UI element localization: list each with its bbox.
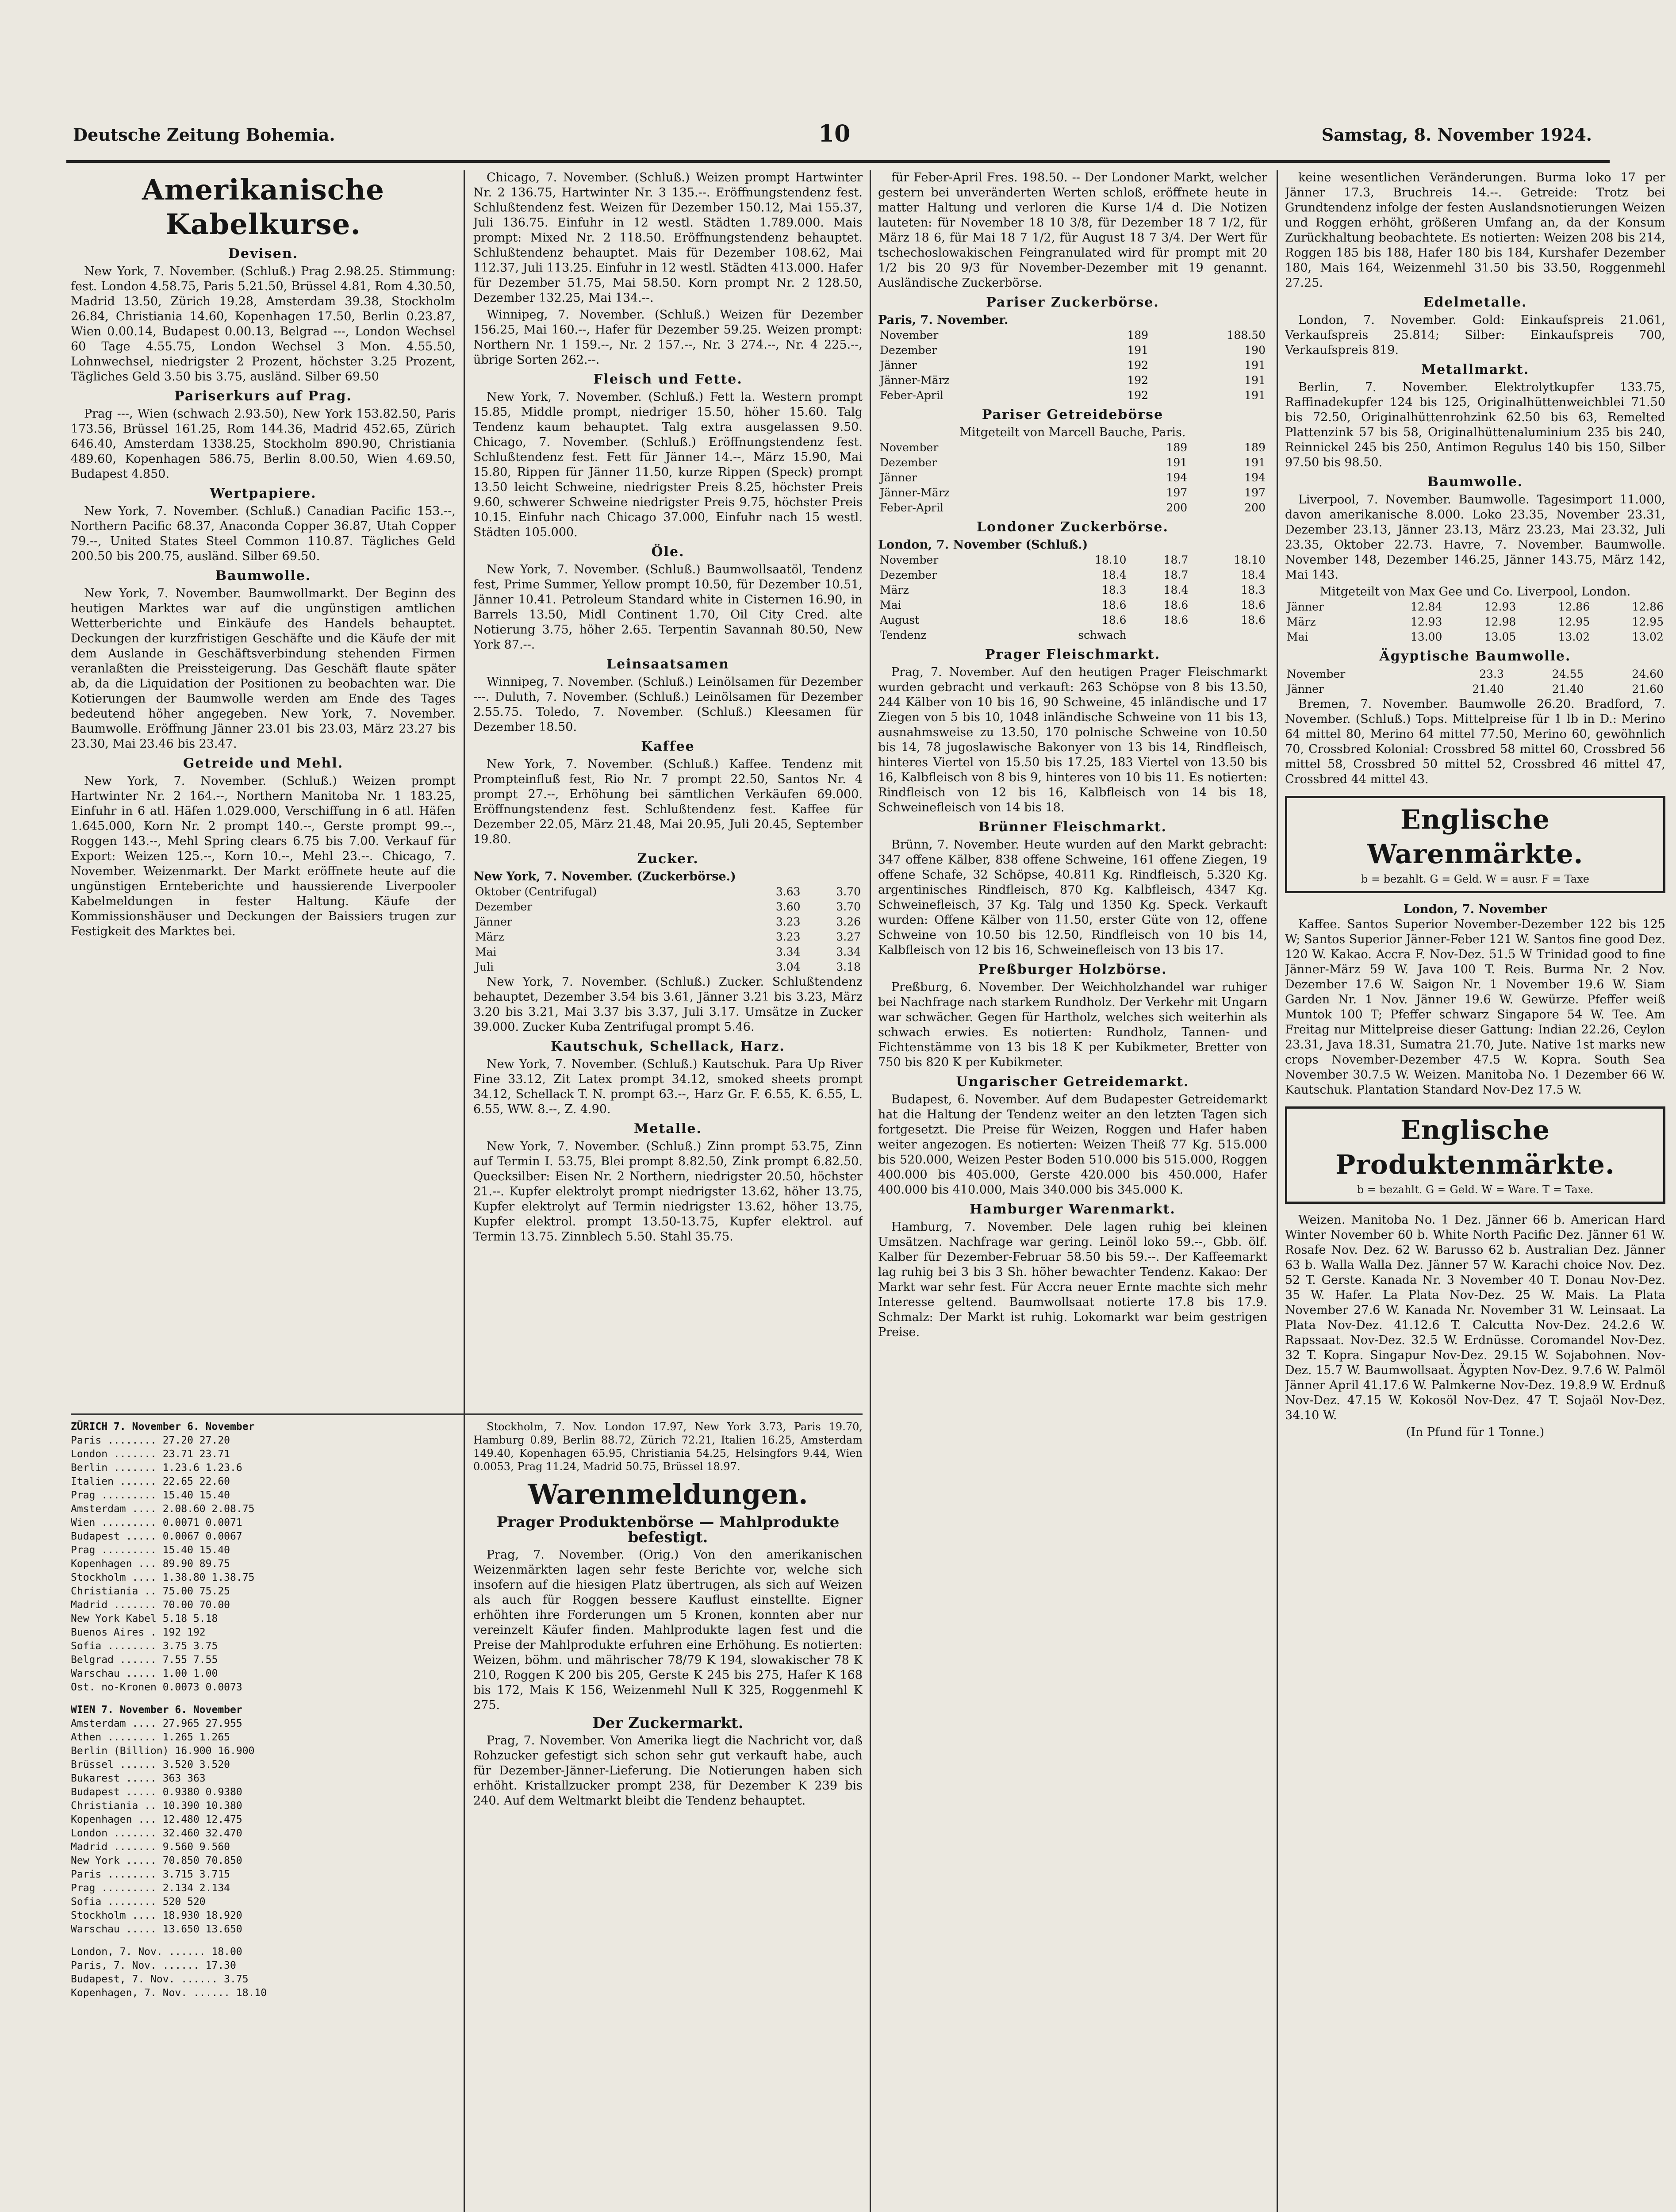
table-row: November 189 188.50 (880, 329, 1266, 342)
zurich-row: Paris ........ 27.20 27.20 (71, 1435, 230, 1446)
article-kaffee: New York, 7. November. (Schluß.) Kaffee. Tendenz mit Prompteinfluß fest, Rio Nr. 7 prompt 22.50, Santos Nr. 4 prompt 27.--, Erhöhung bei sämtlichen Verkäufen 69.000. Eröffnungstendenz fest. Schlußtendenz fest. Kaffee für Dezember 22.05, März 21.48, Mai 20.95, Juli 20.45, September 19.80. (473, 757, 863, 846)
subhead-zuckermarkt: Der Zuckermarkt. (592, 1714, 744, 1732)
article-engl-produkt: Weizen. Manitoba No. 1 Dez. Jänner 66 b. American Hard Winter November 60 b. White North Pacific Dez. Jänner 61 W. Rosafe Nov. Dez. 62 W. Barusso 62 b. Australian Dez. Jänner 63 b. Walla Walla Dez. Jänner 57 W. Karachi choice Nov. Dez. 52 T. Gerste. Kanada Nr. 3 November 40 T. Donau Nov-Dez. 35 W. Hafer. La Plata Nov-Dez. 25 W. Mais. La Plata November 27.6 W. Kanada Nr. November 31 W. Leinsaat. La Plata Nov-Dez. 41.12.6 T. Calcutta Nov-Dez. 24.2.6 W. Rapssaat. Nov-Dez. 32.5 W. Erdnüsse. Coromandel Nov-Dez. 32 T. Kopra. Singapur Nov-Dez. 29.15 W. Sojabohnen. Nov-Dez. 15.7 W. Baumwollsaat. Ägypten Nov-Dez. 9.7.6 W. Palmöl Jänner April 41.17.6 W. Palmkerne Nov-Dez. 19.8.9 W. Erdnuß Nov-Dez. 47.15 W. Kokosöl Nov-Dez. 47 T. Sojaöl Nov-Dez. 34.10 W. (1285, 1213, 1665, 1422)
article-wertpapiere: New York, 7. November. (Schluß.) Canadian Pacific 153.--, Northern Pacific 68.37, Anaconda Copper 36.87, Utah Copper 79.--, United States Steel Common 110.87. Tägliches Geld 200.50 bis 200.75, ausländ. Silber 69.50. (71, 504, 456, 563)
section-title-engl-produkt: Englische Produktenmärkte. (1335, 1115, 1615, 1180)
wien-row: Prag ......... 2.134 2.134 (71, 1882, 230, 1894)
pariser-getreide-sub: Mitgeteilt von Marcell Bauche, Paris. (959, 426, 1186, 439)
subhead-oele: Öle. (651, 544, 685, 560)
article-paris: Prag ---, Wien (schwach 2.93.50), New York 153.82.50, Paris 173.56, Brüssel 161.25, Rom 144.36, Madrid 452.65, Zürich 646.40, Amsterdam 1338.25, Stockholm 890.90, Christiania 489.60, Kopenhagen 586.75, Berlin 8.00.50, Wien 4.69.50, Budapest 4.850. (71, 407, 456, 481)
subhead-londoner-zucker: Londoner Zuckerbörse. (977, 519, 1169, 535)
article-devisen: New York, 7. November. (Schluß.) Prag 2.98.25. Stimmung: fest. London 4.58.75, Paris 5.21.50, Brüssel 4.81, Rom 4.30.50, Madrid 13.50, Zürich 19.28, Amsterdam 39.38, Stockholm 26.84, Christiania 14.60, Kopenhagen 17.50, Berlin 0.23.87, Wien 0.00.14, Budapest 0.00.13, Belgrad ---, London Wechsel 60 Tage 4.55.75, London Wechsel 3 Mon. 4.55.50, Lohnwechsel, niedrigster 2 Prozent, höchster 3.25 Prozent, Tägliches Geld 3.50 bis 3.75, ausländ. Silber 69.50 (71, 265, 456, 384)
table-row: Feber-April 200 200 (880, 501, 1266, 514)
column-rule (870, 170, 871, 2212)
table-row: Mai 18.6 18.6 18.6 (880, 599, 1266, 611)
table-row: Tendenz schwach (880, 629, 1127, 641)
table-row: März 18.3 18.4 18.3 (880, 584, 1266, 596)
subhead-getreide: Getreide und Mehl. (183, 756, 344, 771)
subhead-wertpapiere: Wertpapiere. (210, 486, 317, 501)
article-stockholm: Stockholm, 7. Nov. London 17.97, New York 3.73, Paris 19.70, Hamburg 0.89, Berlin 88.72, Zürich 72.21, Italien 16.25, Amsterdam 149.40, Kopenhagen 65.95, Christiania 54.25, Helsingfors 9.44, Wien 0.0053, Prag 11.24, Madrid 50.75, Brüssel 18.97. (473, 1421, 863, 1473)
table-row: Dezember 3.60 3.70 (475, 900, 861, 913)
subhead-kautschuk: Kautschuk, Schellack, Harz. (551, 1039, 785, 1054)
box-engl-waren (1285, 796, 1665, 893)
subhead-kaffee: Kaffee (641, 739, 695, 754)
wien-row: Bukarest ..... 363 363 (71, 1773, 206, 1784)
table-row: November 189 189 (880, 441, 1266, 454)
subhead-fleisch: Fleisch und Fette. (593, 372, 743, 387)
subhead-hamburger: Hamburger Warenmarkt. (970, 1202, 1176, 1217)
zurich-row: Italien ...... 22.65 22.60 (71, 1476, 230, 1487)
section-rule (71, 1413, 863, 1415)
pariser-getreide-table (878, 440, 1267, 515)
wien-row: Athen ........ 1.265 1.265 (71, 1732, 230, 1743)
article-london-zucker: für Feber-April Fres. 198.50. -- Der Londoner Markt, welcher gestern bei unveränderten Werten schloß, eröffnete heute in matter Haltung und verloren die Kurse 1/4 d. Die Notizen lauteten: für November 18 10 3/8, für Dezember 18 7 1/2, für März 18 6, für Mai 18 7 1/2, für August 18 7 3/4. Der Wert für tschechoslowakischen Feingranulated wird für prompt mit 20 1/2 bis 20 9/3 für November-Dezember mit 19 genannt. Ausländische Zuckerbörse. (878, 171, 1267, 290)
zurich-row: Amsterdam .... 2.08.60 2.08.75 (71, 1503, 255, 1515)
wien-row: Kopenhagen ... 12.480 12.475 (71, 1814, 242, 1825)
subhead-prager-produkten: Prager Produktenbörse — Mahlprodukte befestigt. (496, 1513, 840, 1546)
wien-row: Sofia ........ 520 520 (71, 1896, 206, 1908)
table-row: Mai 13.00 13.05 13.02 13.02 (1287, 630, 1664, 643)
wien-row: Brüssel ...... 3.520 3.520 (71, 1759, 230, 1770)
engl-produkt-foot: (In Pfund für 1 Tonne.) (1406, 1425, 1545, 1439)
table-row: Jänner-März 192 191 (880, 374, 1266, 387)
engl-waren-sub: London, 7. November (1404, 902, 1547, 916)
article-edelmetalle: London, 7. November. Gold: Einkaufspreis 21.061, Verkaufspreis 25.814; Silber: Einkaufspreis 700, Verkaufspreis 819. (1285, 313, 1665, 357)
london-row: London, 7. Nov. ...... 18.00 (71, 1946, 242, 1958)
zucker-sub: New York, 7. November. (Zuckerbörse.) (473, 870, 736, 883)
pariser-zucker-table (878, 328, 1267, 403)
subhead-paris: Pariserkurs auf Prag. (174, 388, 352, 404)
table-row: März 3.23 3.27 (475, 930, 861, 943)
engl-produkt-legend: b = bezahlt. G = Geld. W = Ware. T = Taxe. (1357, 1183, 1594, 1196)
zurich-row: Berlin ....... 1.23.6 1.23.6 (71, 1462, 242, 1474)
exchange-tables (71, 1420, 456, 2212)
wien-row: Madrid ....... 9.560 9.560 (71, 1841, 230, 1853)
zurich-row: London ....... 23.71 23.71 (71, 1448, 230, 1460)
zurich-row: Ost. no-Kronen 0.0073 0.0073 (71, 1682, 242, 1693)
table-row: Oktober (Centrifugal) 3.63 3.70 (475, 885, 861, 898)
zurich-row: Warschau ..... 1.00 1.00 (71, 1668, 218, 1679)
table-row: Jänner 12.84 12.93 12.86 12.86 (1287, 600, 1664, 613)
table-row: Mai 3.34 3.34 (475, 945, 861, 958)
zurich-row: Wien ......... 0.0071 0.0071 (71, 1517, 242, 1528)
subhead-baumwolle: Baumwolle. (1427, 474, 1523, 490)
article-fleisch: New York, 7. November. (Schluß.) Fett la. Western prompt 15.85, Middle prompt, niedriger 15.50, höher 15.60. Talg Tendenz kaum behauptet. Talg extra ausgelassen 9.50. Chicago, 7. November. (Schluß.) Eröffnungstendenz fest. Schlußtendenz fest. Fett für Jänner 14.--, März 15.90, Mai 15.80, Rippen für Jänner 11.50, kurze Rippen (Speck) prompt 13.50 leicht Schweine, niedrigster Preis 8.25, höchster Preis 9.60, schwerer Schweine niedrigster Preis 9.75, höchster Preis 10.15. Einfuhr nach Chicago 37.000, Einfuhr nach 15 westl. Städten 105.000. (473, 390, 863, 539)
article-getreide: New York, 7. November. (Schluß.) Weizen prompt Hartwinter Nr. 2 164.--, Northern Manitoba Nr. 1 183.25, Einfuhr in 6 atl. Häfen 1.029.000, Verschiffung in 6 atl. Häfen 1.645.000, Korn Nr. 2 prompt 140.--, Gerste prompt 99.--, Roggen 143.--, Mehl Spring clears 6.75 bis 7.00. Verkauf für Export: Weizen 125.--, Korn 10.--, Mehl 23.--. Chicago, 7. November. Weizenmarkt. Der Markt eröffnete heute auf die ungünstigen Ernteberichte und haussierende Liverpooler Kabelmeldungen in fester Haltung. Käufe der Kommissionshäuser und Deckungen der Baissiers trugen zur Festigkeit des Marktes bei. (71, 774, 456, 938)
aegypt-table (1285, 667, 1665, 697)
column-3 (878, 170, 1267, 2212)
engl-waren-legend: b = bezahlt. G = Geld. W = ausr. F = Taxe (1361, 873, 1589, 885)
subhead-aegypt: Ägyptische Baumwolle. (1379, 649, 1571, 664)
table-row: Dezember 18.4 18.7 18.4 (880, 568, 1266, 581)
table-row: Dezember 191 191 (880, 456, 1266, 469)
zurich-table-head: ZÜRICH 7. November 6. November (71, 1421, 255, 1432)
article-leinsaat: Winnipeg, 7. November. (Schluß.) Leinölsamen für Dezember ---. Duluth, 7. November. (Schluß.) Leinölsamen für Dezember 2.55.75. Toledo, 7. November. (Schluß.) Kleesamen für Dezember 18.50. (473, 675, 863, 734)
column-rule (1277, 170, 1278, 2212)
section-title-kabelkurse: Amerikanische Kabelkurse. (142, 173, 385, 241)
londoner-zucker-sub: London, 7. November (Schluß.) (878, 538, 1088, 552)
wien-row: Christiania .. 10.390 10.380 (71, 1800, 242, 1812)
article-prager-produkten: Prag, 7. November. (Orig.) Von den amerikanischen Weizenmärkten lagen sehr feste Berichte vor, welche sich insofern auf die hiesigen Platz übertrugen, als sich auf Weizen als auch für Roggen bessere Kauflust einstellte. Eigner erhöhten ihre Forderungen um 5 Kronen, konnten aber nur vereinzelt Käufer finden. Mahlprodukte lagen fest und die Preise der Mahlprodukte erfuhren eine Erhöhung. Es notierten: Weizen, böhm. und mährischer 78/79 K 194, slowakischer 78 K 210, Roggen K 200 bis 205, Gerste K 245 bis 275, Hafer K 168 bis 172, Mais K 156, Weizenmehl Null K 325, Roggenmehl K 275. (473, 1548, 863, 1712)
subhead-bruenner: Brünner Fleischmarkt. (978, 819, 1167, 835)
article-bruenner: Brünn, 7. November. Heute wurden auf den Markt gebracht: 347 offene Kälber, 838 offene Schweine, 161 offene Ziegen, 19 offene Schafe, 32 Schöpse, 40.811 Kg. Rindfleisch, 5.320 Kg. argentinisches Rindfleisch, 870 Kg. Kalbfleisch, 4347 Kg. Schweinefleisch, 37 Kg. Talg und 1350 Kg. Speck. Verkauft wurden: Offene Kälber von 11.50, erster Güte von 12, offene Schweine von 10.50 bis 12.50, Rindfleisch von 10 bis 14, Kalbfleisch von 12 bis 16, Schweinefleisch von 13 bis 17. (878, 838, 1267, 957)
column-rule (464, 170, 465, 2212)
wien-row: Paris ........ 3.715 3.715 (71, 1869, 230, 1880)
article-zucker: New York, 7. November. (Schluß.) Zucker. Schlußtendenz behauptet, Dezember 3.54 bis 3.61, Jänner 3.21 bis 3.23, März 3.20 bis 3.21, Mai 3.37 bis 3.37, Juli 3.17. Umsätze in Zucker 39.000. Zucker Kuba Zentrifugal prompt 5.46. (473, 975, 863, 1034)
table-row: Dezember 191 190 (880, 344, 1266, 357)
subhead-ungar: Ungarischer Getreidemarkt. (956, 1074, 1189, 1090)
article-winnipeg: Winnipeg, 7. November. (Schluß.) Weizen für Dezember 156.25, Mai 160.--, Hafer für Dezember 59.25. Weizen prompt: Northern Nr. 1 159.--, Nr. 2 157.--, Nr. 3 274.--, Nr. 4 225.--, übrige Sorten 262.--. (473, 308, 863, 367)
article-pressburger: Preßburg, 6. November. Der Weichholzhandel war ruhiger bei Nachfrage nach starkem Rundholz. Der Verkehr mit Ungarn war schwächer. Gegen für Hartholz, welches sich weiterhin als schwach erwies. Es notierten: Rundholz, Tannen- und Fichtenstämme von 13 bis 18 K per Kubikmeter, Bretter von 750 bis 820 K per Kubikmeter. (878, 980, 1267, 1069)
article-ungar: Budapest, 6. November. Auf dem Budapester Getreidemarkt hat die Haltung der Tendenz weiter an den letzten Tagen sich fortgesetzt. Die Preise für Weizen, Roggen und Hafer haben weiter angezogen. Es notierten: Weizen Theiß 77 Kg. 515.000 bis 520.000, Weizen Pester Boden 510.000 bis 515.000, Roggen 400.000 bis 405.000, Gerste 420.000 bis 450.000, Hafer 400.000 bis 410.000, Mais 340.000 bis 345.000 K. (878, 1093, 1267, 1197)
column-1 (71, 170, 456, 1405)
article-engl-waren: Kaffee. Santos Superior November-Dezember 122 bis 125 W; Santos Superior Jänner-Feber 121 W. Santos fine good Dez. 120 W. Kakao. Accra F. Nov-Dez. 51.5 W Trinidad good to fine Jänner-März 59 W. Java 100 T. Reis. Burma Nr. 2 Nov. Dezember 17.6 W. Saigon Nr. 1 November 19.6 W. Siam Garden Nr. 1 Nov. Jänner 19.6 W. Gewürze. Pfeffer weiß Muntok 100 T; Pfeffer schwarz Singapore 54 W. Tee. Am Freitag nur Mittelpreise dieser Gattung: Indian 22.26, Ceylon 23.31, Java 18.31, Sumatra 21.70, Jute. Native 1st marks new crops November-Dezember 47.5 W. Kopra. South Sea November 30.7.5 W. Weizen. Manitoba No. 1 Dezember 66 W. Kautschuk. Plantation Standard Nov-Dez 17.5 W. (1285, 918, 1665, 1097)
table-row: Juli 3.04 3.18 (475, 960, 861, 973)
zurich-row: Prag ......... 15.40 15.40 (71, 1490, 230, 1501)
article-metalle: New York, 7. November. (Schluß.) Zinn prompt 53.75, Zinn auf Termin I. 53.75, Blei prompt 8.82.50, Zink prompt 6.82.50. Quecksilber: Eisen Nr. 2 Northern, niedrigster 20.50, höchster 21.--. Kupfer elektrolyt prompt niedrigster 13.62, höher 13.75, Kupfer elektrolyt auf Termin niedrigster 13.62, höher 13.75, Kupfer elektrol. prompt 13.50-13.75, Kupfer elektrol. auf Termin 13.75. Zinnblech 5.50. Stahl 35.75. (473, 1140, 863, 1244)
zucker-table (473, 884, 863, 975)
wien-table-head: WIEN 7. November 6. November (71, 1704, 242, 1716)
article-prager-fleisch: Prag, 7. November. Auf den heutigen Prager Fleischmarkt wurden gebracht und verkauft: 263 Schöpse von 8 bis 13.50, 244 Kälber von 10 bis 16, 90 Schweine, 45 inländische und 17 Ziegen von 5 bis 10, 1048 inländische Schweine von 11 bis 13, ausnahmsweise zu 13.50, 170 polnische Schweine von 10.50 bis 14, 78 jugoslawische Bakonyer von 13 bis 14, Rindfleisch, hinteres Viertel von 15.50 bis 17.25, 183 Viertel von 13.50 bis 16, Kalbfleisch von 8 bis 9, hinteres von 10 bis 11. Es notierten: Rindfleisch von 12 bis 16, Kalbfleisch von 14 bis 18, Schweinefleisch von 14 bis 18. (878, 665, 1267, 814)
liverpool-sub: Mitgeteilt von Max Gee und Co. Liverpool, London. (1319, 585, 1631, 599)
subhead-edelmetalle: Edelmetalle. (1423, 295, 1527, 310)
article-bremen-bradford: Bremen, 7. November. Baumwolle 26.20. Bradford, 7. November. (Schluß.) Tops. Mittelpreise für 1 lb in D.: Merino 64 mittel 80, Merino 64 mittel 77.50, Merino 60, gewöhnlich 70, Crossbred Kolonial: Crossbred 58 mittel 60, Crossbred 56 mittel 58, Crossbred 50 mittel 52, Crossbred 46 mittel 47, Crossbred 44 mittel 43. (1285, 697, 1665, 786)
table-row: Jänner 192 191 (880, 359, 1266, 372)
section-title-engl-waren: Englische Warenmärkte. (1367, 804, 1584, 870)
zurich-row: Christiania .. 75.00 75.25 (71, 1586, 230, 1597)
table-row: Feber-April 192 191 (880, 389, 1266, 402)
london-row: Paris, 7. Nov. ...... 17.30 (71, 1960, 236, 1971)
table-row: Jänner 3.23 3.26 (475, 915, 861, 928)
zurich-row: Kopenhagen ... 89.90 89.75 (71, 1558, 230, 1570)
column-2 (473, 170, 863, 1405)
article-metallmarkt: Berlin, 7. November. Elektrolytkupfer 133.75, Raffinadekupfer 124 bis 125, Originalhüttenweichblei 71.50 bis 72.50, Originalhüttenrohzink 62.50 bis 63, Remelted Plattenzink 57 bis 58, Originalhüttenaluminium 235 bis 240, Reinnickel 245 bis 250, Antimon Regulus 140 bis 150, Silber 97.50 bis 98.50. (1285, 380, 1665, 469)
zurich-row: Prag ......... 15.40 15.40 (71, 1544, 230, 1556)
wien-row: London ....... 32.460 32.470 (71, 1828, 242, 1839)
london-row: Budapest, 7. Nov. ...... 3.75 (71, 1974, 249, 1985)
wien-row: Amsterdam .... 27.965 27.955 (71, 1718, 242, 1729)
article-zuckermarkt: Prag, 7. November. Von Amerika liegt die Nachricht vor, daß Rohzucker gefestigt sich schon sehr gut verkauft habe, auch für Dezember-Jänner-Lieferung. Die Notierungen haben sich erhöht. Kristallzucker prompt 238, für Dezember K 239 bis 240. Auf dem Weltmarkt bleibt die Tendenz behauptet. (473, 1734, 863, 1808)
subhead-pariser-getreide: Pariser Getreidebörse (982, 407, 1164, 422)
article-hamburger: Hamburg, 7. November. Dele lagen ruhig bei kleinen Umsätzen. Nachfrage war gering. Leinöl loko 59.--, Gbb. ölf. Kalber für Dezember-Februar 58.50 bis 59.--. Der Kaffeemarkt lag ruhig bei 3 bis 3 Sh. höher bewachter Tendenz. Kakao: Der Markt war sehr fest. Für Accra neuer Ernte machte sich mehr Interesse geltend. Baumwollsaat notierte 17.8 bis 17.9. Schmalz: Der Markt ist ruhig. Lokomarkt war beim gestrigen Preise. (878, 1220, 1267, 1339)
zurich-row: Sofia ........ 3.75 3.75 (71, 1640, 218, 1652)
column-2-lower (473, 1420, 863, 2212)
pariser-zucker-sub: Paris, 7. November. (878, 313, 1009, 327)
subhead-zucker: Zucker. (637, 851, 699, 867)
subhead-devisen: Devisen. (228, 246, 299, 261)
wien-row: New York ..... 70.850 70.850 (71, 1855, 242, 1866)
table-row: Jänner 21.40 21.40 21.60 (1287, 683, 1664, 695)
table-row: Jänner-März 197 197 (880, 486, 1266, 499)
liverpool-table (1285, 599, 1665, 645)
page-number: 10 (818, 120, 851, 147)
table-row: November 18.10 18.7 18.10 (880, 553, 1266, 566)
zurich-row: Buenos Aires . 192 192 (71, 1627, 206, 1638)
subhead-baumwolle: Baumwolle. (215, 568, 311, 584)
running-head-title: Deutsche Zeitung Bohemia. (73, 125, 335, 145)
zurich-row: New York Kabel 5.18 5.18 (71, 1613, 218, 1624)
box-engl-produkt (1285, 1106, 1665, 1204)
column-4 (1285, 170, 1665, 2212)
subhead-leinsaat: Leinsaatsamen (606, 657, 729, 672)
londoner-zucker-table (878, 553, 1267, 643)
zurich-row: Stockholm .... 1.38.80 1.38.75 (71, 1572, 255, 1583)
subhead-metallmarkt: Metallmarkt. (1421, 362, 1530, 377)
wien-row: Stockholm .... 18.930 18.920 (71, 1910, 242, 1921)
table-row: August 18.6 18.6 18.6 (880, 614, 1266, 626)
subhead-metalle: Metalle. (634, 1121, 702, 1137)
table-row: November 23.3 24.55 24.60 (1287, 668, 1664, 680)
wien-row: Berlin (Billion) 16.900 16.900 (71, 1745, 255, 1757)
zurich-row: Belgrad ...... 7.55 7.55 (71, 1654, 218, 1666)
article-baumwolle: New York, 7. November. Baumwollmarkt. Der Beginn des heutigen Marktes war auf die ungünstigen amtlichen Wetterberichte und Einkäufe des Handels behauptet. Deckungen der kurzfristigen Geschäfte und die Käufe der mit dem Auslande in Geschäftsverbindung stehenden Firmen veranlaßten die Preissteigerung. Das Geschäft flaute später ab, da die Liquidation der Positionen zu beobachten war. Die Kotierungen der Baumwolle werden am Ende des Tages bedeutend höher angegeben. New York, 7. November. Baumwolle. Eröffnung Jänner 23.01 bis 23.03, März 23.27 bis 23.30, Mai 23.46 bis 23.47. (71, 587, 456, 751)
subhead-pressburger: Preßburger Holzbörse. (978, 962, 1167, 977)
wien-row: Budapest ..... 0.9380 0.9380 (71, 1786, 242, 1798)
table-row: Jänner 194 194 (880, 471, 1266, 484)
article-top: keine wesentlichen Veränderungen. Burma loko 17 per Jänner 17.3, Bruchreis 14.--. Getreide: Trotz bei Grundtendenz infolge der festen Auslandsnotierungen Weizen und Roggen erhöht, größeren Umfang an, da der Konsum Zurückhaltung beobachtete. Es notierten: Weizen 208 bis 214, Roggen 185 bis 188, Hafer 180 bis 184, Kurshafer Dezember 180, Mais 164, Weizenmehl 31.50 bis 33.50, Roggenmehl 27.25. (1285, 171, 1665, 290)
subhead-pariser-zucker: Pariser Zuckerbörse. (986, 295, 1159, 310)
subhead-prager-fleisch: Prager Fleischmarkt. (985, 647, 1161, 662)
article-oele: New York, 7. November. (Schluß.) Baumwollsaatöl, Tendenz fest, Prime Summer, Yellow prompt 10.50, für Dezember 10.51, Jänner 10.41. Petroleum Standard white in Cisternen 16.90, in Barrels 13.50, Midl Continent 1.70, Oil City Cred. alte Notierung 3.75, höher 2.65. Terpentin Savannah 80.50, New York 87.--. (473, 563, 863, 652)
table-row: März 12.93 12.98 12.95 12.95 (1287, 615, 1664, 628)
section-title-warenmeldungen: Warenmeldungen. (528, 1478, 808, 1510)
zurich-row: Madrid ....... 70.00 70.00 (71, 1599, 230, 1611)
zurich-row: Budapest ..... 0.0067 0.0067 (71, 1531, 242, 1542)
article-kautschuk: New York, 7. November. (Schluß.) Kautschuk. Para Up River Fine 33.12, Zit Latex prompt 34.12, smoked sheets prompt 34.12, Schellack T. N. prompt 63.--, Harz Gr. F. 6.55, K. 6.55, L. 6.55, WW. 8.--, Z. 4.90. (473, 1057, 863, 1116)
article-chicago: Chicago, 7. November. (Schluß.) Weizen prompt Hartwinter Nr. 2 136.75, Hartwinter Nr. 3 135.--. Eröffnungstendenz fest. Schlußtendenz fest. Weizen für Dezember 150.12, Mai 155.37, Juli 136.75. Einfuhr in 12 westl. Städten 1.789.000. Mais prompt: Mixed Nr. 2 118.50. Eröffnungstendenz behauptet. Schlußtendenz behauptet. Mais für Dezember 108.62, Mai 112.37, Juli 113.25. Einfuhr in 12 westl. Städten 413.000. Hafer für Dezember 51.75, Mai 58.50. Korn prompt Nr. 2 128.50, Dezember 132.25, Mai 134.--. (473, 171, 863, 305)
running-head-date: Samstag, 8. November 1924. (1321, 125, 1592, 145)
london-row: Kopenhagen, 7. Nov. ...... 18.10 (71, 1987, 267, 1999)
wien-row: Warschau ..... 13.650 13.650 (71, 1924, 242, 1935)
header-rule (66, 160, 1610, 163)
article-baumwolle-liverpool: Liverpool, 7. November. Baumwolle. Tagesimport 11.000, davon amerikanische 8.000. Loko 23.35, November 23.31, Dezember 23.13, Jänner 23.13, März 23.23, Mai 23.32, Juli 23.35, Oktober 22.73. Havre, 7. November. Baumwolle. November 148, Dezember 146.25, Jänner 143.75, März 142, Mai 143. (1285, 493, 1665, 582)
